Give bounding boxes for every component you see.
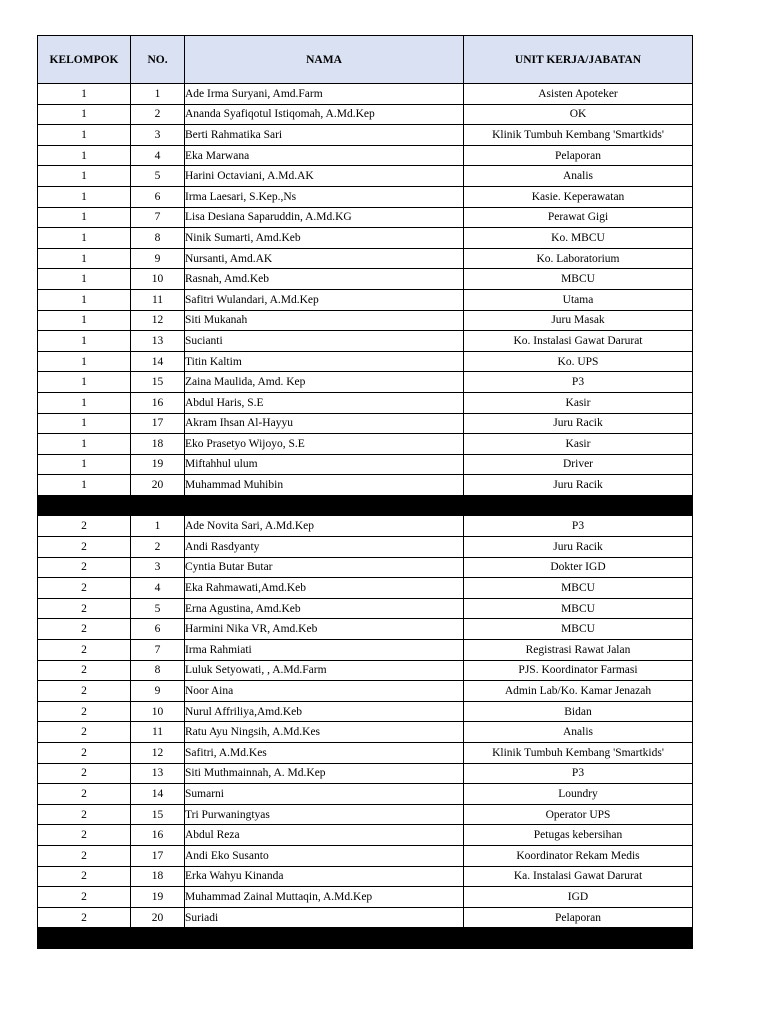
table-row	[38, 866, 693, 887]
table-row	[38, 392, 693, 413]
table-row	[38, 475, 693, 496]
table-row	[38, 804, 693, 825]
cell-no: 8	[131, 660, 185, 681]
table-row	[38, 454, 693, 475]
cell-no: 18	[131, 434, 185, 455]
cell-nama: Harmini Nika VR, Amd.Keb	[185, 619, 464, 640]
cell-nama: Noor Aina	[185, 681, 464, 702]
table-row	[38, 289, 693, 310]
cell-nama: Siti Muthmainnah, A. Md.Kep	[185, 763, 464, 784]
cell-nama: Luluk Setyowati, , A.Md.Farm	[185, 660, 464, 681]
cell-unit-kerja-jabatan: Koordinator Rekam Medis	[464, 845, 693, 866]
cell-nama: Ade Irma Suryani, Amd.Farm	[185, 84, 464, 105]
cell-no: 13	[131, 331, 185, 352]
cell-nama: Rasnah, Amd.Keb	[185, 269, 464, 290]
table-row	[38, 784, 693, 805]
table-row	[38, 907, 693, 928]
cell-kelompok: 2	[38, 640, 131, 661]
cell-no: 7	[131, 640, 185, 661]
cell-nama: Nursanti, Amd.AK	[185, 248, 464, 269]
table-row	[38, 660, 693, 681]
cell-unit-kerja-jabatan: Ka. Instalasi Gawat Darurat	[464, 866, 693, 887]
cell-unit-kerja-jabatan: Perawat Gigi	[464, 207, 693, 228]
cell-nama: Akram Ihsan Al-Hayyu	[185, 413, 464, 434]
table-body	[38, 84, 693, 949]
cell-unit-kerja-jabatan: Analis	[464, 722, 693, 743]
table-row	[38, 557, 693, 578]
cell-unit-kerja-jabatan: Pelaporan	[464, 145, 693, 166]
cell-kelompok: 1	[38, 166, 131, 187]
cell-no: 6	[131, 619, 185, 640]
table-row	[38, 619, 693, 640]
cell-nama: Berti Rahmatika Sari	[185, 125, 464, 146]
cell-nama: Lisa Desiana Saparuddin, A.Md.KG	[185, 207, 464, 228]
cell-unit-kerja-jabatan: Kasir	[464, 434, 693, 455]
header-no: NO.	[131, 36, 185, 84]
cell-nama: Ananda Syafiqotul Istiqomah, A.Md.Kep	[185, 104, 464, 125]
cell-unit-kerja-jabatan: MBCU	[464, 619, 693, 640]
cell-no: 2	[131, 537, 185, 558]
cell-nama: Abdul Reza	[185, 825, 464, 846]
cell-kelompok: 2	[38, 578, 131, 599]
table-row	[38, 413, 693, 434]
cell-unit-kerja-jabatan: Analis	[464, 166, 693, 187]
cell-kelompok: 2	[38, 804, 131, 825]
table-row	[38, 331, 693, 352]
cell-kelompok: 2	[38, 681, 131, 702]
cell-no: 14	[131, 351, 185, 372]
table-row	[38, 186, 693, 207]
cell-nama: Harini Octaviani, A.Md.AK	[185, 166, 464, 187]
cell-kelompok: 2	[38, 887, 131, 908]
cell-no: 1	[131, 516, 185, 537]
cell-nama: Erna Agustina, Amd.Keb	[185, 598, 464, 619]
header-kelompok: KELOMPOK	[38, 36, 131, 84]
cell-unit-kerja-jabatan: Juru Masak	[464, 310, 693, 331]
cell-kelompok: 2	[38, 743, 131, 764]
cell-unit-kerja-jabatan: Klinik Tumbuh Kembang 'Smartkids'	[464, 125, 693, 146]
cell-kelompok: 2	[38, 763, 131, 784]
cell-kelompok: 2	[38, 557, 131, 578]
cell-kelompok: 1	[38, 228, 131, 249]
cell-kelompok: 2	[38, 845, 131, 866]
cell-nama: Sumarni	[185, 784, 464, 805]
table-row	[38, 640, 693, 661]
cell-unit-kerja-jabatan: Ko. UPS	[464, 351, 693, 372]
cell-kelompok: 2	[38, 907, 131, 928]
cell-unit-kerja-jabatan: P3	[464, 516, 693, 537]
cell-nama: Tri Purwaningtyas	[185, 804, 464, 825]
cell-nama: Sucianti	[185, 331, 464, 352]
cell-no: 6	[131, 186, 185, 207]
cell-nama: Ninik Sumarti, Amd.Keb	[185, 228, 464, 249]
cell-kelompok: 1	[38, 475, 131, 496]
table-row	[38, 845, 693, 866]
table-row	[38, 248, 693, 269]
cell-unit-kerja-jabatan: Juru Racik	[464, 475, 693, 496]
cell-nama: Abdul Haris, S.E	[185, 392, 464, 413]
cell-unit-kerja-jabatan: Ko. Instalasi Gawat Darurat	[464, 331, 693, 352]
table-row	[38, 722, 693, 743]
cell-no: 20	[131, 907, 185, 928]
staff-group-table	[37, 35, 693, 949]
table-row	[38, 166, 693, 187]
cell-kelompok: 1	[38, 310, 131, 331]
cell-nama: Suriadi	[185, 907, 464, 928]
cell-unit-kerja-jabatan: Pelaporan	[464, 907, 693, 928]
cell-kelompok: 1	[38, 84, 131, 105]
cell-no: 9	[131, 248, 185, 269]
cell-kelompok: 2	[38, 722, 131, 743]
cell-kelompok: 1	[38, 248, 131, 269]
cell-nama: Miftahhul ulum	[185, 454, 464, 475]
cell-unit-kerja-jabatan: Loundry	[464, 784, 693, 805]
cell-kelompok: 1	[38, 289, 131, 310]
table-row	[38, 104, 693, 125]
cell-unit-kerja-jabatan: MBCU	[464, 269, 693, 290]
table-row	[38, 125, 693, 146]
cell-unit-kerja-jabatan: Asisten Apoteker	[464, 84, 693, 105]
cell-kelompok: 1	[38, 186, 131, 207]
cell-no: 16	[131, 825, 185, 846]
cell-kelompok: 1	[38, 145, 131, 166]
cell-unit-kerja-jabatan: Ko. MBCU	[464, 228, 693, 249]
header-row	[38, 36, 693, 84]
cell-unit-kerja-jabatan: PJS. Koordinator Farmasi	[464, 660, 693, 681]
cell-kelompok: 2	[38, 660, 131, 681]
cell-no: 5	[131, 166, 185, 187]
cell-kelompok: 1	[38, 104, 131, 125]
cell-no: 16	[131, 392, 185, 413]
cell-kelompok: 2	[38, 537, 131, 558]
cell-no: 17	[131, 413, 185, 434]
cell-unit-kerja-jabatan: Klinik Tumbuh Kembang 'Smartkids'	[464, 743, 693, 764]
cell-unit-kerja-jabatan: Petugas kebersihan	[464, 825, 693, 846]
cell-nama: Siti Mukanah	[185, 310, 464, 331]
table-row	[38, 598, 693, 619]
cell-kelompok: 1	[38, 269, 131, 290]
cell-nama: Eka Rahmawati,Amd.Keb	[185, 578, 464, 599]
cell-no: 4	[131, 578, 185, 599]
cell-nama: Zaina Maulida, Amd. Kep	[185, 372, 464, 393]
cell-nama: Irma Laesari, S.Kep.,Ns	[185, 186, 464, 207]
cell-no: 15	[131, 372, 185, 393]
cell-no: 12	[131, 743, 185, 764]
table-row	[38, 681, 693, 702]
cell-nama: Andi Rasdyanty	[185, 537, 464, 558]
cell-unit-kerja-jabatan: Kasir	[464, 392, 693, 413]
cell-kelompok: 1	[38, 125, 131, 146]
cell-kelompok: 1	[38, 434, 131, 455]
cell-no: 4	[131, 145, 185, 166]
cell-kelompok: 2	[38, 866, 131, 887]
table-row	[38, 434, 693, 455]
cell-kelompok: 2	[38, 701, 131, 722]
cell-kelompok: 2	[38, 825, 131, 846]
group-separator-bar	[38, 928, 693, 949]
cell-kelompok: 2	[38, 619, 131, 640]
group-separator-row	[38, 495, 693, 516]
cell-no: 3	[131, 125, 185, 146]
cell-nama: Irma Rahmiati	[185, 640, 464, 661]
cell-nama: Muhammad Zainal Muttaqin, A.Md.Kep	[185, 887, 464, 908]
table-row	[38, 228, 693, 249]
cell-unit-kerja-jabatan: Bidan	[464, 701, 693, 722]
cell-unit-kerja-jabatan: Operator UPS	[464, 804, 693, 825]
table-row	[38, 516, 693, 537]
cell-nama: Titin Kaltim	[185, 351, 464, 372]
table-row	[38, 763, 693, 784]
cell-no: 15	[131, 804, 185, 825]
cell-kelompok: 1	[38, 454, 131, 475]
cell-no: 11	[131, 722, 185, 743]
cell-nama: Eka Marwana	[185, 145, 464, 166]
cell-no: 11	[131, 289, 185, 310]
group-separator-bar	[38, 495, 693, 516]
cell-unit-kerja-jabatan: P3	[464, 372, 693, 393]
cell-no: 19	[131, 887, 185, 908]
table-row	[38, 743, 693, 764]
cell-nama: Safitri, A.Md.Kes	[185, 743, 464, 764]
cell-unit-kerja-jabatan: Kasie. Keperawatan	[464, 186, 693, 207]
table-row	[38, 145, 693, 166]
cell-no: 8	[131, 228, 185, 249]
cell-unit-kerja-jabatan: P3	[464, 763, 693, 784]
cell-nama: Erka Wahyu Kinanda	[185, 866, 464, 887]
cell-unit-kerja-jabatan: OK	[464, 104, 693, 125]
table-row	[38, 701, 693, 722]
cell-unit-kerja-jabatan: IGD	[464, 887, 693, 908]
group-separator-row	[38, 928, 693, 949]
header-unit-kerja-jabatan: UNIT KERJA/JABATAN	[464, 36, 693, 84]
table-row	[38, 310, 693, 331]
cell-kelompok: 1	[38, 392, 131, 413]
table-row	[38, 578, 693, 599]
cell-no: 14	[131, 784, 185, 805]
cell-unit-kerja-jabatan: MBCU	[464, 578, 693, 599]
cell-no: 13	[131, 763, 185, 784]
cell-kelompok: 1	[38, 207, 131, 228]
cell-no: 10	[131, 269, 185, 290]
cell-nama: Ratu Ayu Ningsih, A.Md.Kes	[185, 722, 464, 743]
cell-no: 10	[131, 701, 185, 722]
cell-nama: Eko Prasetyo Wijoyo, S.E	[185, 434, 464, 455]
table-row	[38, 372, 693, 393]
table-row	[38, 84, 693, 105]
header-nama: NAMA	[185, 36, 464, 84]
cell-unit-kerja-jabatan: MBCU	[464, 598, 693, 619]
cell-nama: Muhammad Muhibin	[185, 475, 464, 496]
cell-kelompok: 1	[38, 351, 131, 372]
cell-no: 12	[131, 310, 185, 331]
cell-no: 20	[131, 475, 185, 496]
cell-no: 9	[131, 681, 185, 702]
cell-unit-kerja-jabatan: Ko. Laboratorium	[464, 248, 693, 269]
cell-unit-kerja-jabatan: Admin Lab/Ko. Kamar Jenazah	[464, 681, 693, 702]
cell-kelompok: 2	[38, 784, 131, 805]
table-row	[38, 537, 693, 558]
cell-kelompok: 2	[38, 516, 131, 537]
cell-no: 19	[131, 454, 185, 475]
cell-no: 3	[131, 557, 185, 578]
cell-nama: Cyntia Butar Butar	[185, 557, 464, 578]
cell-no: 17	[131, 845, 185, 866]
table-row	[38, 825, 693, 846]
cell-nama: Andi Eko Susanto	[185, 845, 464, 866]
cell-nama: Safitri Wulandari, A.Md.Kep	[185, 289, 464, 310]
cell-unit-kerja-jabatan: Registrasi Rawat Jalan	[464, 640, 693, 661]
cell-unit-kerja-jabatan: Juru Racik	[464, 537, 693, 558]
cell-no: 2	[131, 104, 185, 125]
cell-no: 1	[131, 84, 185, 105]
cell-nama: Ade Novita Sari, A.Md.Kep	[185, 516, 464, 537]
cell-unit-kerja-jabatan: Dokter IGD	[464, 557, 693, 578]
cell-unit-kerja-jabatan: Juru Racik	[464, 413, 693, 434]
cell-no: 5	[131, 598, 185, 619]
cell-kelompok: 2	[38, 598, 131, 619]
cell-no: 7	[131, 207, 185, 228]
table-row	[38, 351, 693, 372]
cell-nama: Nurul Affriliya,Amd.Keb	[185, 701, 464, 722]
cell-no: 18	[131, 866, 185, 887]
table-row	[38, 207, 693, 228]
table-row	[38, 269, 693, 290]
cell-kelompok: 1	[38, 413, 131, 434]
cell-kelompok: 1	[38, 372, 131, 393]
table-row	[38, 887, 693, 908]
cell-kelompok: 1	[38, 331, 131, 352]
cell-unit-kerja-jabatan: Utama	[464, 289, 693, 310]
cell-unit-kerja-jabatan: Driver	[464, 454, 693, 475]
